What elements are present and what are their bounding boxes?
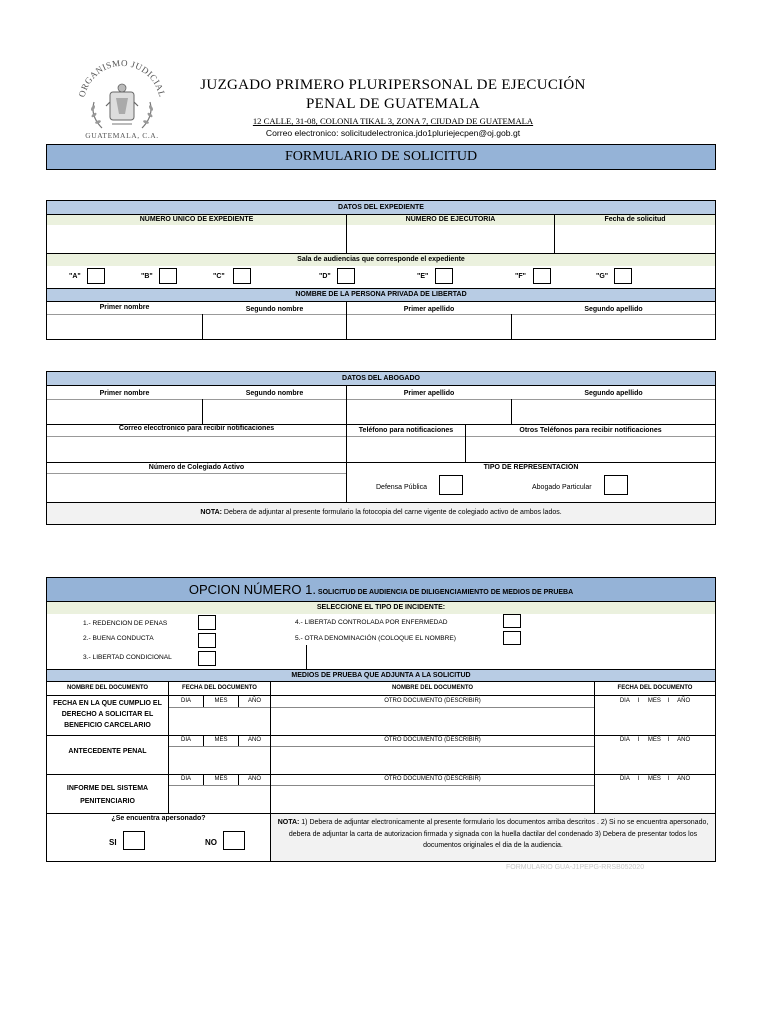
persona-title: NOMBRE DE LA PERSONA PRIVADA DE LIBERTAD	[47, 289, 715, 302]
abogado-primer-apellido-label: Primer apellido	[403, 390, 455, 397]
sala-c-label: "C"	[213, 273, 225, 280]
abogado-other-phones-label: Otros Teléfonos para recibir notificaciones	[519, 427, 662, 434]
doc1-mes-label: MES	[214, 698, 228, 704]
documento-3-name: INFORME DEL SISTEMA PENITENCIARIO	[66, 785, 149, 805]
abogado-email-label: Correo elecctronico para recibir notificaciones	[118, 425, 275, 432]
sala-a-label: "A"	[69, 273, 81, 280]
abogado-note-text: Debera de adjuntar al presente formulario la fotocopia del carne vigente de colegiado activo de ambos lados.	[221, 509, 562, 516]
abogado-segundo-nombre-label: Segundo nombre	[245, 390, 304, 397]
persona-segundo-nombre-field[interactable]	[203, 315, 346, 339]
otro-doc-3-fecha-field[interactable]	[595, 786, 715, 812]
sala-g-label: "G"	[596, 273, 609, 280]
expediente-title: DATOS DEL EXPEDIENTE	[47, 201, 715, 215]
incidente-2-label: 2.- BUENA CONDUCTA	[83, 635, 154, 642]
incidente-4-checkbox[interactable]	[503, 614, 521, 628]
documento-2-name: ANTECEDENTE PENAL	[68, 748, 147, 755]
otro-doc-2-date-label: DIA I MES I AÑO	[619, 737, 691, 743]
abogado-note-prefix: NOTA:	[200, 509, 222, 516]
opcion1-note	[271, 814, 715, 861]
incidente-5-checkbox[interactable]	[503, 631, 521, 645]
fecha-solicitud-label: Fecha de solicitud	[604, 216, 666, 223]
otro-doc-1-label: OTRO DOCUMENTO (DESCRIBIR)	[384, 698, 481, 704]
incidente-1-label: 1.- REDENCION DE PENAS	[83, 620, 168, 627]
doc1-dia-label: DIA	[180, 698, 191, 704]
incidente-4-label: 4.- LIBERTAD CONTROLADA POR ENFERMEDAD	[295, 619, 448, 626]
sala-label: Sala de audiencias que corresponde el expediente	[47, 254, 715, 266]
persona-primer-nombre-field[interactable]	[47, 315, 202, 339]
documento-1-name: FECHA EN LA QUE CUMPLIO EL DERECHO A SOLICITAR EL BENEFICIO CARCELARIO	[53, 700, 162, 729]
sala-g-checkbox[interactable]	[614, 268, 632, 284]
persona-segundo-apellido-label: Segundo apellido	[584, 306, 643, 313]
apersonado-si-label: SI	[109, 838, 117, 847]
abogado-primer-nombre-field[interactable]	[47, 400, 202, 424]
court-email: Correo electronico: solicitudelectronica.jdo1pluriejecpen@oj.gob.gt	[265, 128, 521, 138]
doc2-mes-label: MES	[214, 737, 228, 743]
otro-doc-2-label: OTRO DOCUMENTO (DESCRIBIR)	[384, 737, 481, 743]
col-nombre-documento-2: NOMBRE DEL DOCUMENTO	[391, 685, 474, 691]
abogado-phone-field[interactable]	[347, 437, 465, 461]
doc1-anio-label: AÑO	[247, 698, 261, 704]
opcion1-note-prefix: NOTA:	[277, 819, 300, 826]
incidente-1-checkbox[interactable]	[198, 615, 216, 630]
persona-primer-nombre-label: Primer nombre	[99, 304, 150, 311]
apersonado-label: ¿Se encuentra apersonado?	[111, 815, 206, 822]
opcion1-note-text: 1) Debera de adjuntar electronicamente al presente formulario los documentos arriba descritos . 2) Si no se encuentra apersonado, debera de adjuntar la carta de autorizacion firmada y signada con la huella dactilar del condenado 3) Debera de presentar todos los documentos originales el dia de la audiencia.	[288, 819, 709, 849]
ejecutoria-label: NÚMERO DE EJECUTORIA	[405, 216, 496, 223]
persona-primer-apellido-field[interactable]	[347, 315, 511, 339]
defensa-publica-checkbox[interactable]	[439, 475, 463, 495]
opcion1-title-sub: SOLICITUD DE AUDIENCIA DE DILIGENCIAMIENTO DE MEDIOS DE PRUEBA	[315, 589, 574, 596]
doc2-dia-label: DIA	[180, 737, 191, 743]
form-title: FORMULARIO DE SOLICITUD	[46, 144, 716, 170]
sala-b-label: "B"	[141, 273, 153, 280]
persona-primer-apellido-label: Primer apellido	[403, 306, 455, 313]
sala-f-label: "F"	[515, 273, 526, 280]
abogado-primer-apellido-field[interactable]	[347, 400, 511, 424]
abogado-section	[46, 371, 716, 525]
judicial-seal-logo	[72, 58, 172, 142]
apersonado-si-checkbox[interactable]	[123, 831, 145, 850]
abogado-email-field[interactable]	[47, 437, 346, 461]
expediente-number-field[interactable]	[47, 225, 346, 253]
otro-doc-1-fecha-field[interactable]	[595, 708, 715, 734]
abogado-segundo-nombre-field[interactable]	[203, 400, 346, 424]
opcion1-section	[46, 577, 716, 862]
col-fecha-documento-2: FECHA DEL DOCUMENTO	[617, 685, 693, 691]
sala-b-checkbox[interactable]	[159, 268, 177, 284]
doc3-mes-label: MES	[214, 776, 228, 782]
otro-doc-3-field[interactable]	[271, 786, 594, 812]
otro-doc-1-date-label: DIA I MES I AÑO	[619, 698, 691, 704]
sala-c-checkbox[interactable]	[233, 268, 251, 284]
defensa-publica-label: Defensa Pública	[376, 484, 427, 491]
representacion-label: TIPO DE REPRESENTACIÓN	[483, 464, 579, 471]
doc3-fecha-field[interactable]	[169, 786, 270, 812]
sala-d-label: "D"	[319, 273, 331, 280]
col-fecha-documento: FECHA DEL DOCUMENTO	[182, 685, 257, 691]
sala-e-label: "E"	[417, 273, 429, 280]
col-nombre-documento: NOMBRE DEL DOCUMENTO	[66, 685, 149, 691]
form-code: FORMULARIO GUA-J1PEPG-RRSB052020	[506, 864, 645, 871]
incidente-2-checkbox[interactable]	[198, 633, 216, 648]
doc2-anio-label: AÑO	[247, 737, 261, 743]
sala-e-checkbox[interactable]	[435, 268, 453, 284]
medios-title: MEDIOS DE PRUEBA QUE ADJUNTA A LA SOLICITUD	[47, 669, 715, 682]
expediente-section	[46, 200, 716, 340]
abogado-other-phones-field[interactable]	[466, 437, 715, 461]
svg-text:GUATEMALA, C.A.: GUATEMALA, C.A.	[85, 131, 159, 140]
sala-a-checkbox[interactable]	[87, 268, 105, 284]
persona-segundo-apellido-field[interactable]	[512, 315, 715, 339]
otro-doc-3-date-label: DIA I MES I AÑO	[619, 776, 691, 782]
opcion1-title	[47, 578, 715, 602]
court-title-line1: JUZGADO PRIMERO PLURIPERSONAL DE EJECUCIÓN	[200, 77, 586, 93]
colegiado-field[interactable]	[47, 474, 346, 502]
abogado-note	[47, 503, 715, 524]
court-address: 12 CALLE, 31-08, COLONIA TIKAL 3, ZONA 7, CIUDAD DE GUATEMALA	[252, 116, 534, 126]
doc3-dia-label: DIA	[180, 776, 191, 782]
persona-segundo-nombre-label: Segundo nombre	[245, 306, 304, 313]
opcion1-title-main: OPCION NÚMERO 1.	[188, 582, 316, 597]
otro-doc-2-field[interactable]	[271, 747, 594, 773]
abogado-particular-label: Abogado Particular	[532, 484, 592, 491]
court-title-line2: PENAL DE GUATEMALA	[306, 96, 480, 112]
svg-text:ORGANISMO JUDICIAL: ORGANISMO JUDICIAL	[76, 58, 168, 99]
sala-f-checkbox[interactable]	[533, 268, 551, 284]
colegiado-label: Número de Colegiado Activo	[148, 464, 245, 471]
expediente-number-label: NÚMERO UNICO DE EXPEDIENTE	[139, 216, 254, 223]
apersonado-no-checkbox[interactable]	[223, 831, 245, 850]
sala-d-checkbox[interactable]	[337, 268, 355, 284]
ejecutoria-field[interactable]	[347, 225, 554, 253]
abogado-segundo-apellido-label: Segundo apellido	[584, 390, 643, 397]
otro-doc-1-field[interactable]	[271, 708, 594, 734]
doc1-fecha-field[interactable]	[169, 708, 270, 734]
incidente-3-label: 3.- LIBERTAD CONDICIONAL	[83, 654, 172, 661]
otro-doc-3-label: OTRO DOCUMENTO (DESCRIBIR)	[384, 776, 481, 782]
incidente-label: SELECCIONE EL TIPO DE INCIDENTE:	[47, 602, 715, 614]
abogado-phone-label: Teléfono para notificaciones	[358, 427, 454, 434]
otro-doc-2-fecha-field[interactable]	[595, 747, 715, 773]
doc2-fecha-field[interactable]	[169, 747, 270, 773]
abogado-particular-checkbox[interactable]	[604, 475, 628, 495]
abogado-segundo-apellido-field[interactable]	[512, 400, 715, 424]
doc3-anio-label: AÑO	[247, 776, 261, 782]
abogado-primer-nombre-label: Primer nombre	[99, 390, 150, 397]
incidente-3-checkbox[interactable]	[198, 651, 216, 666]
apersonado-no-label: NO	[205, 838, 217, 847]
incidente-5-label: 5.- OTRA DENOMINACIÓN (COLOQUE EL NOMBRE)	[295, 635, 456, 642]
fecha-solicitud-field[interactable]	[555, 225, 715, 253]
abogado-title: DATOS DEL ABOGADO	[47, 372, 715, 386]
